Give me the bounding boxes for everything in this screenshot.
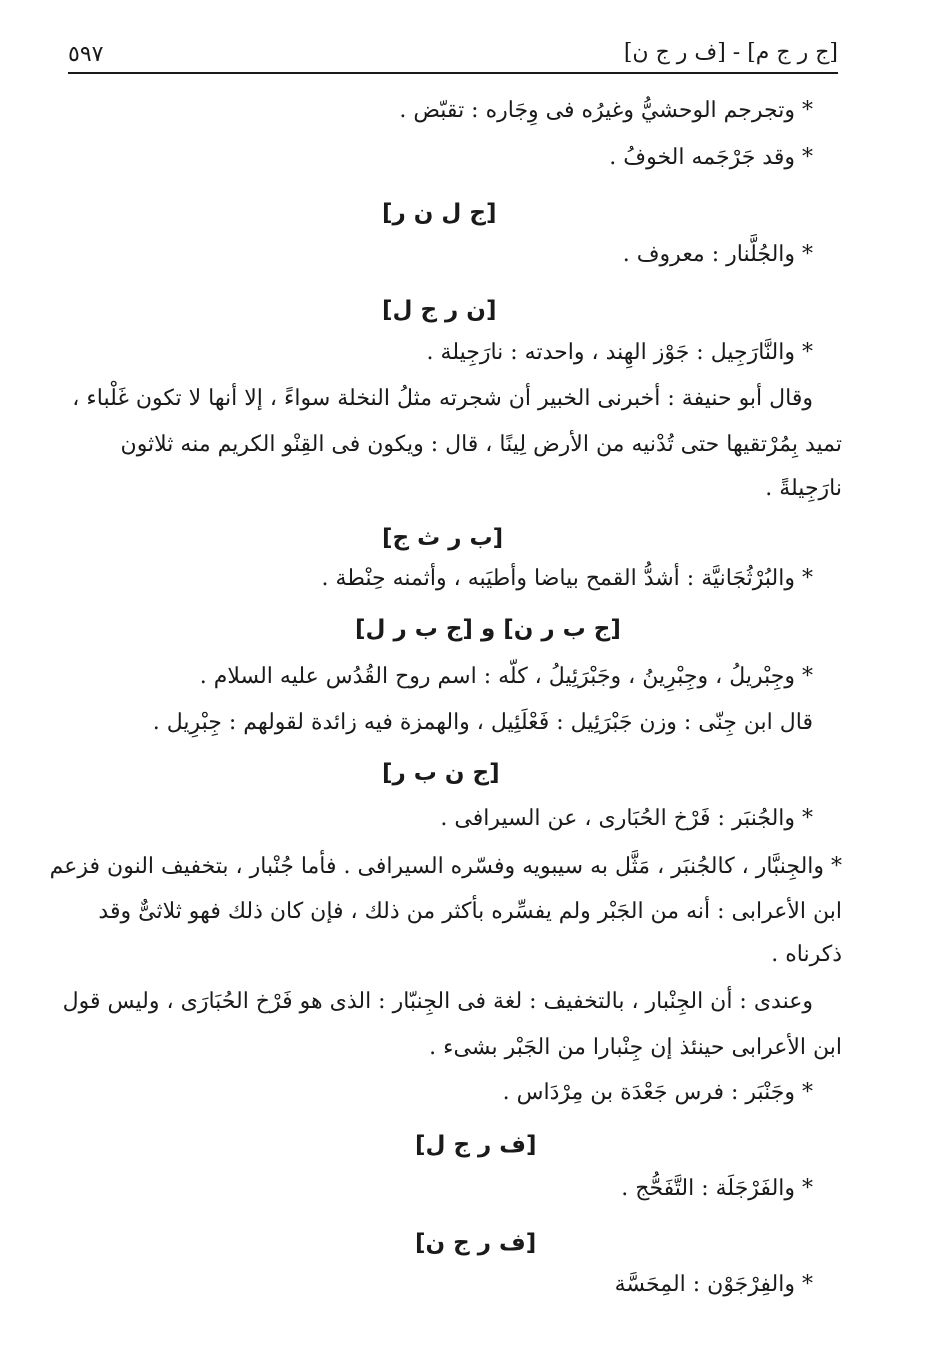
- text-line: * والجُنبَر : فَرْخ الحُبَارى ، عن السيرافى .: [440, 806, 813, 831]
- section-heading: [ن ر ج ل]: [382, 297, 497, 323]
- text-line: نارَجِيلةً .: [765, 476, 842, 501]
- text-line: تميد بِمُرْتقيها حتى تُدْنيه من الأرض لِينًا ، قال : ويكون فى القِنْو الكريم منه ثلاثون: [120, 432, 842, 457]
- text-line: * والفَرْجَلَة : التَّفَحُّج .: [621, 1176, 813, 1201]
- section-heading: [ف ر ج ن]: [415, 1230, 537, 1256]
- text-line: * وتجرجم الوحشيُّ وغيرُه فى وِجَاره : تقبّض .: [399, 98, 813, 123]
- text-line: * والجِنبَّار ، كالجُنبَر ، مَثَّل به سيبويه وفسّره السيرافى . فأما جُنْبار ، بتخفيف النون فزعم: [49, 854, 842, 879]
- text-line: قال ابن جِنّى : وزن جَبْرَئِيل : فَعْلَئِيل ، والهمزة فيه زائدة لقولهم : جِبْرِيل .: [152, 710, 813, 735]
- text-line: ذكرناه .: [771, 942, 842, 967]
- text-line: ابن الأعرابى حينئذ إن جِنْبارا من الجَبْر بشىء .: [429, 1035, 842, 1060]
- text-line: ابن الأعرابى : أنه من الجَبْر ولم يفسِّره بأكثر من ذلك ، فإن كان ذلك فهو ثلاثىٌّ وقد: [98, 899, 842, 924]
- section-heading: [ج ب ر ن] و [ج ب ر ل]: [355, 616, 621, 642]
- text-line: * وجَنْبَر : فرس جَعْدَة بن مِرْدَاس .: [502, 1080, 813, 1105]
- text-line: وقال أبو حنيفة : أخبرنى الخبير أن شجرته مثلُ النخلة سواءً ، إلا أنها لا تكون غَلْباء ،: [72, 386, 813, 411]
- page-number: ٥٩٧: [68, 42, 104, 67]
- section-heading: [ف ر ج ل]: [415, 1132, 537, 1158]
- text-line: * والفِرْجَوْن : المِحَسَّة: [614, 1272, 813, 1297]
- text-line: * والنَّارَجِيل : جَوْز الهِند ، واحدته : نارَجِيلة .: [426, 340, 813, 365]
- text-line: * والبُرْثُجَانيَّة : أشدُّ القمح بياضا وأطيَبه ، وأثمنه حِنْطة .: [321, 566, 813, 591]
- running-head: [ج ر ج م] - [ف ر ج ن]: [623, 40, 838, 65]
- section-heading: [ج ل ن ر]: [382, 200, 497, 226]
- section-heading: [ج ن ب ر]: [382, 760, 500, 786]
- text-line: * وقد جَرْجَمه الخوفُ .: [609, 145, 813, 170]
- text-line: وعندى : أن الجِنْبار ، بالتخفيف : لغة فى الجِنبّار : الذى هو فَرْخ الحُبَارَى ، وليس قول: [62, 989, 813, 1014]
- text-line: * وجِبْريلُ ، وجِبْرِينُ ، وجَبْرَئِيلُ ، كلّه : اسم روح القُدُس عليه السلام .: [199, 664, 813, 689]
- page-header: [68, 38, 838, 72]
- section-heading: [ب ر ث ج]: [382, 525, 504, 551]
- header-rule: [68, 72, 838, 74]
- text-line: * والجُلَّنار : معروف .: [622, 242, 813, 267]
